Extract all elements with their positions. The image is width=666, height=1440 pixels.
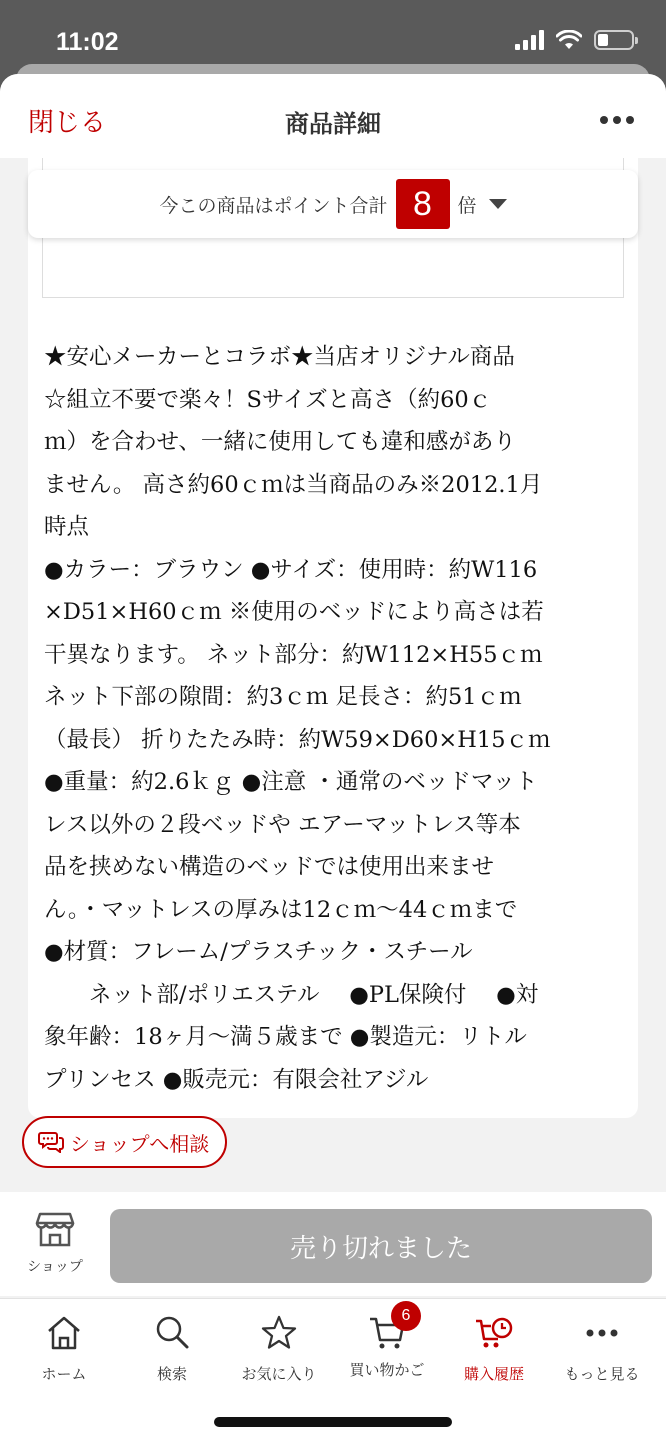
- tab-search[interactable]: [122, 1313, 222, 1384]
- description-line: ネット部/ポリエステル ●PL保険付 ●対: [44, 981, 539, 1008]
- description-line: ★安心メーカーとコラボ★当店オリジナル商品: [44, 344, 515, 370]
- tab-cart[interactable]: [337, 1307, 437, 1380]
- shop-consult-label: ショップへ相談: [70, 1133, 210, 1156]
- cart-count-badge: 6: [391, 1301, 421, 1331]
- points-multiplier-badge: 8: [396, 179, 450, 229]
- tab-label: 購入履歴: [463, 1365, 524, 1383]
- description-line: 時点: [44, 514, 90, 540]
- status-bar: [0, 0, 666, 70]
- points-suffix: 倍: [457, 194, 477, 217]
- points-text: 今この商品はポイント合計: [159, 194, 388, 217]
- star-icon: [259, 1313, 299, 1353]
- cart-icon-wrap: [367, 1307, 411, 1353]
- page-title: 商品詳細: [285, 110, 381, 138]
- product-description: [44, 336, 624, 1101]
- description-line: 干異なります。 ネット部分：約W112×H55ｃｍ: [44, 641, 543, 668]
- description-line: （最長） 折りたたみ時：約W59×D60×H15ｃｍ: [44, 726, 551, 753]
- tab-label: 買い物かご: [349, 1361, 425, 1379]
- more-icon: [582, 1313, 622, 1353]
- tab-label: お気に入り: [241, 1365, 317, 1383]
- tab-home[interactable]: [14, 1313, 114, 1384]
- description-line: ☆組立不要で楽々！Sサイズと高さ（約60ｃ: [44, 386, 492, 413]
- sold-out-button[interactable]: 売り切れました: [110, 1209, 652, 1283]
- tab-label: ホーム: [41, 1365, 87, 1383]
- home-icon: [44, 1313, 84, 1353]
- points-banner[interactable]: [28, 170, 638, 238]
- chat-bubble-icon: [38, 1131, 64, 1153]
- description-line: ません。 高さ約60ｃｍは当商品のみ※2012.1月: [44, 471, 543, 498]
- description-line: ネット下部の隙間：約3ｃｍ 足長さ：約51ｃｍ: [44, 684, 522, 710]
- action-bar: [0, 1192, 666, 1296]
- tab-label: もっと見る: [564, 1365, 640, 1383]
- tab-favorites[interactable]: [229, 1313, 329, 1384]
- close-button[interactable]: 閉じる: [28, 102, 106, 139]
- tab-more[interactable]: [552, 1313, 652, 1384]
- description-line: ｍ）を合わせ、一緒に使用しても違和感があり: [44, 429, 516, 455]
- description-line: 象年齢：18ヶ月〜満５歳まで ●製造元：リトル: [44, 1024, 527, 1050]
- home-indicator: [214, 1417, 452, 1427]
- description-line: ●カラー：ブラウン ●サイズ：使用時：約W116: [44, 556, 538, 583]
- cellular-signal-icon: [515, 30, 544, 50]
- purchase-history-icon: [474, 1313, 514, 1353]
- shop-button[interactable]: [22, 1210, 88, 1276]
- status-time: 11:02: [56, 28, 119, 56]
- chevron-down-icon: [489, 199, 507, 209]
- description-line: 品を挟めない構造のベッドでは使用出来ませ: [44, 854, 495, 880]
- shop-icon: [35, 1210, 75, 1248]
- status-icons: [515, 30, 634, 50]
- shop-label: ショップ: [27, 1259, 83, 1275]
- description-line: ん。・マットレスの厚みは12ｃｍ〜44ｃｍまで: [44, 896, 518, 923]
- description-line: ×D51×H60ｃｍ ※使用のベッドにより高さは若: [44, 599, 544, 625]
- search-icon: [152, 1313, 192, 1353]
- shop-consult-button[interactable]: [22, 1116, 227, 1168]
- tab-purchase-history[interactable]: [444, 1313, 544, 1384]
- sheet-header: [0, 74, 666, 158]
- battery-icon: [594, 30, 634, 50]
- product-detail-sheet: [0, 74, 666, 1440]
- description-line: プリンセス ●販売元：有限会社アジル: [44, 1066, 429, 1093]
- description-line: レス以外の２段ベッドや エアーマットレス等本: [44, 811, 521, 838]
- bottom-tab-bar: [0, 1298, 666, 1440]
- description-line: ●材質：フレーム/プラスチック・スチール: [44, 939, 473, 965]
- description-line: ●重量：約2.6ｋｇ ●注意 ・通常のベッドマット: [44, 769, 538, 795]
- wifi-icon: [556, 30, 582, 50]
- tab-label: 検索: [156, 1365, 187, 1383]
- more-options-icon[interactable]: [600, 116, 634, 124]
